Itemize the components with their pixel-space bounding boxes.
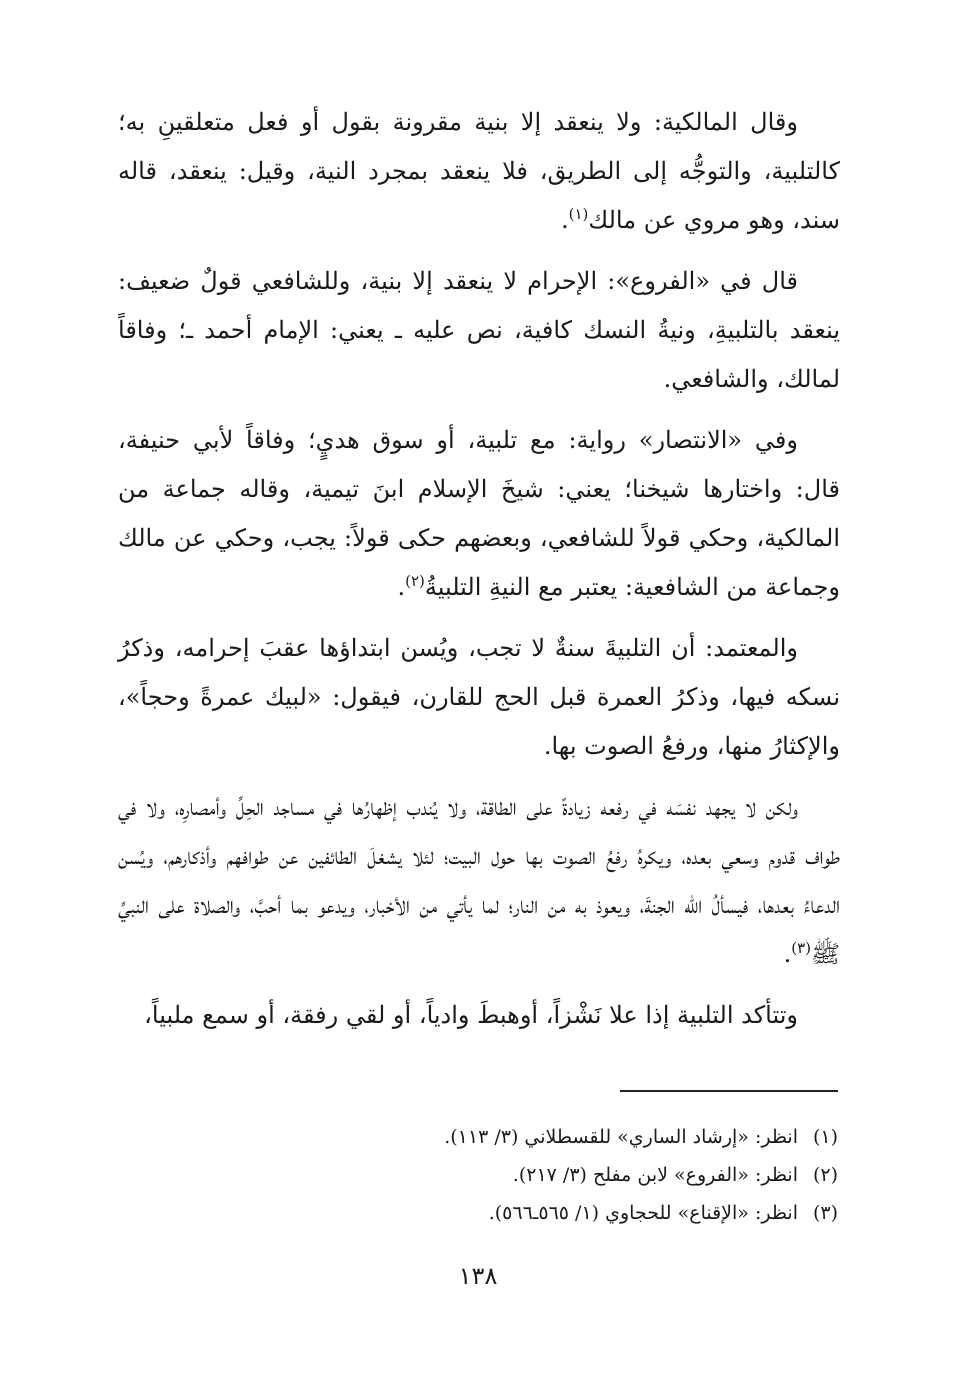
main-text [118, 98, 840, 1040]
footnote-reference[interactable]: (٣) [791, 939, 811, 957]
footnote-reference[interactable]: (٢) [405, 572, 425, 590]
paragraph-6 [118, 991, 840, 1040]
footnote-number: (٣) [812, 1202, 838, 1224]
paragraph-4 [118, 624, 840, 771]
paragraph-text: وقال المالكية: ولا ينعقد إلا بنية مقرونة بقول أو فعل متعلقينِ به؛ كالتلبية، والتوجُّه إلى الطريق، فلا ينعقد بمجرد النية، وقيل: ينعقد، قاله سند، وهو مروي عن مالك [118, 108, 840, 234]
page-number: ١٣٨ [458, 1262, 498, 1290]
paragraph-1 [118, 98, 840, 245]
paragraph-text: والمعتمد: أن التلبيةَ سنةٌ لا تجب، ويُسن ابتداؤها عقبَ إحرامه، وذكرُ نسكه فيها، وذكرُ العمرة قبل الحج للقارن، فيقول: «لبيك عمرةً وحجاً»، والإكثارُ منها، ورفعُ الصوت بها. [118, 634, 840, 760]
footnote-reference[interactable]: (١) [568, 205, 589, 223]
footnote-3 [300, 1194, 838, 1232]
footnote-1 [300, 1118, 838, 1156]
paragraph-2 [118, 257, 840, 404]
paragraph-text: قال في «الفروع»: الإحرام لا ينعقد إلا بنية، وللشافعي قولٌ ضعيف: ينعقد بالتلبيةِ، ونيةُ النسك كافية، نص عليه ـ يعني: الإمام أحمد ـ؛ وفاقاً لمالك، والشافعي. [118, 267, 840, 393]
paragraph-end: . [397, 573, 406, 601]
paragraph-end: . [560, 206, 569, 234]
footnote-separator [620, 1090, 838, 1092]
footnotes [300, 1118, 838, 1232]
paragraph-end: . [783, 940, 792, 968]
paragraph-5 [118, 783, 840, 979]
paragraph-3 [118, 416, 840, 612]
paragraph-text: ولكن لا يجهد نفسَه في رفعه زيادةً على الطاقة، ولا يُندب إظهارُها في مساجد الحِلِّ وأمصارِه، ولا في طواف قدوم وسعي بعده، ويكرهُ رفعُ الصوت بها حول البيت؛ لئلا يشغلَ الطائفين عن طوافهم وأذكارهم، ويُسن الدعاءُ بعدها، فيسألُ الله الجنةَ، ويعوذ به من النار؛ لما يأتي من الأخبار، ويدعو بما أحبَّ، والصلاة على النبيِّ ﷺ [118, 793, 840, 968]
footnote-2 [300, 1156, 838, 1194]
paragraph-text: وتتأكد التلبية إذا علا نَشْزاً، أوهبطَ وادياً، أو لقي رفقة، أو سمع ملبياً، [144, 1001, 798, 1029]
footnote-text: انظر: «إرشاد الساري» للقسطلاني (٣/ ١١٣). [444, 1126, 798, 1148]
footnote-number: (١) [812, 1126, 838, 1148]
footnote-number: (٢) [812, 1164, 838, 1186]
footnote-text: انظر: «الإقناع» للحجاوي (١/ ٥٦٥ـ٥٦٦). [488, 1202, 798, 1224]
footnote-text: انظر: «الفروع» لابن مفلح (٣/ ٢١٧). [512, 1164, 798, 1186]
paragraph-text: وفي «الانتصار» رواية: مع تلبية، أو سوق هديٍ؛ وفاقاً لأبي حنيفة، قال: واختارها شيخنا؛ يعني: شيخَ الإسلام ابنَ تيمية، وقاله جماعة من المالكية، وحكي قولاً للشافعي، وبعضهم حكى قولاً: يجب، وحكي عن مالك وجماعة من الشافعية: يعتبر مع النيةِ التلبيةُ [118, 426, 840, 601]
